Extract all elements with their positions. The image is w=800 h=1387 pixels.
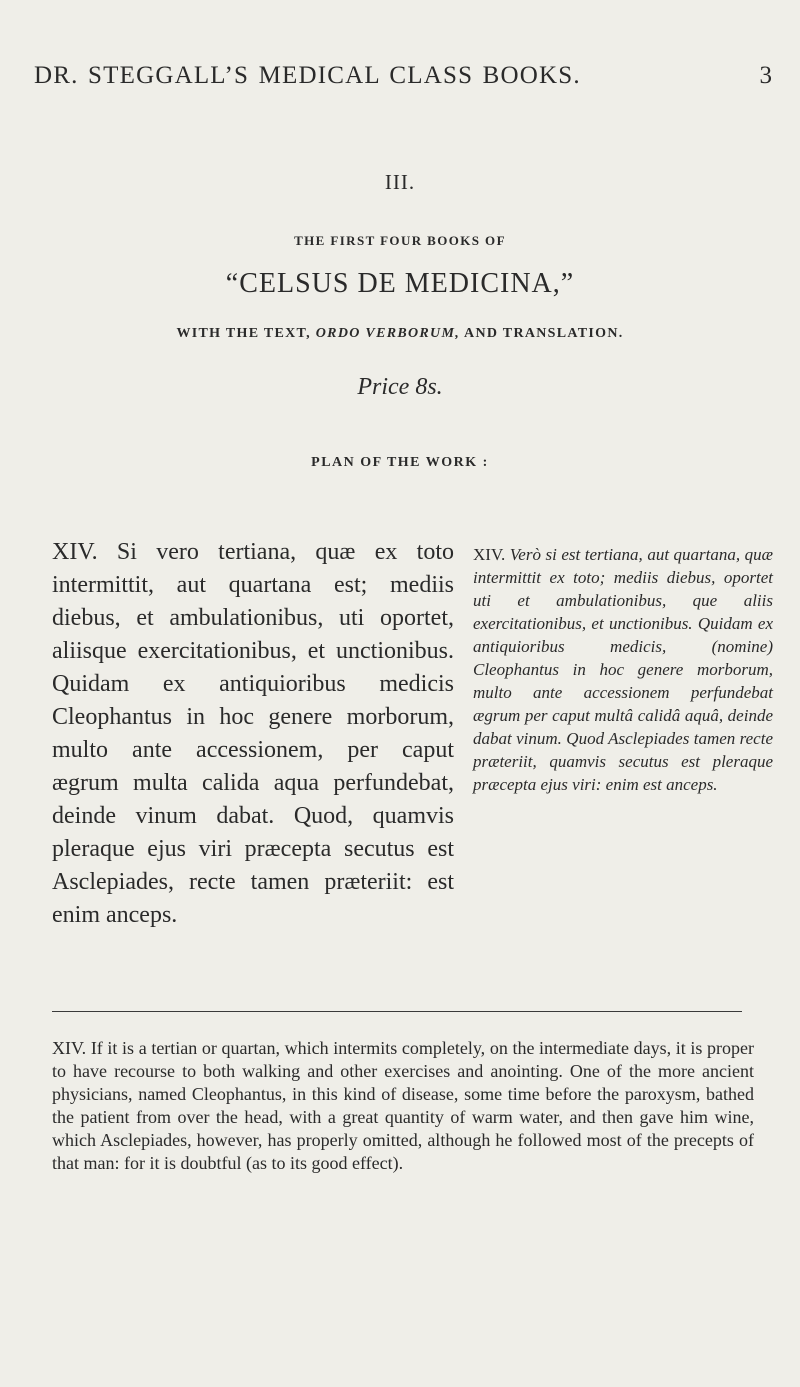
latin-text-column [52, 536, 454, 932]
edition-suffix: AND TRANSLATION. [460, 326, 624, 341]
ordo-section-number: XIV. [473, 545, 506, 564]
translation-text: If it is a tertian or quartan, which intermits completely, on the intermediate days, it is proper to have recourse to both walking and other exercises and anointing. One of the more ancient physicians, named Cleophantus, in this kind of disease, some time before the paroxysm, bathed the patient from over the head, with a great quantity of warm water, and then gave him wine, which Asclepiades, however, has properly omitted, although he followed most of the precepts of that man: for it is doubtful (as to its good effect). [52, 1038, 755, 1173]
ordo-text: Verò si est tertiana, aut quartana, quæ intermittit ex toto; mediis diebus, oportet uti et ambulationibus, que aliis exercitationibus, et unctionibus. Quidam ex antiquioribus medicis, (nomine) Cleophantus in hoc genere morborum, multo ante accessionem perfundebat ægrum per caput multâ calidâ aquâ, deinde dabat vinum. Quod Asclepiades tamen recte præteriit, quamvis secutus est pleraque præcepta ejus viri: enim est anceps. [473, 545, 773, 794]
translation-section-number: XIV. [52, 1038, 87, 1058]
running-title: DR. STEGGALL’S MEDICAL CLASS BOOKS. [34, 62, 581, 89]
edition-italic: ORDO VERBORUM, [315, 326, 460, 341]
edition-prefix: WITH THE TEXT, [176, 326, 316, 341]
book-subheading: THE FIRST FOUR BOOKS OF [294, 233, 506, 248]
edition-description [0, 326, 800, 342]
divider-rule [52, 1011, 742, 1012]
section-number: III. [384, 170, 416, 194]
plan-heading: PLAN OF THE WORK : [311, 455, 489, 470]
ordo-verborum-column [473, 543, 773, 796]
latin-section-number: XIV. [52, 539, 98, 565]
book-title: “CELSUS DE MEDICINA,” [225, 268, 575, 299]
price: Price 8s. [357, 374, 443, 400]
translation-paragraph [52, 1037, 754, 1175]
page-number: 3 [759, 62, 772, 89]
latin-text: Si vero tertiana, quæ ex toto intermittit, aut quartana est; mediis diebus, et ambulationibus, uti oportet, aliisque exercitationibus, et unctionibus. Quidam ex antiquioribus medicis Cleophantus in hoc genere morborum, multo ante accessionem, per caput ægrum multa calida aqua perfundebat, deinde vinum dabat. Quod, quamvis pleraque ejus viri præcepta secutus est Asclepiades, recte tamen præteriit: est enim anceps. [52, 539, 455, 928]
running-head [34, 62, 772, 102]
